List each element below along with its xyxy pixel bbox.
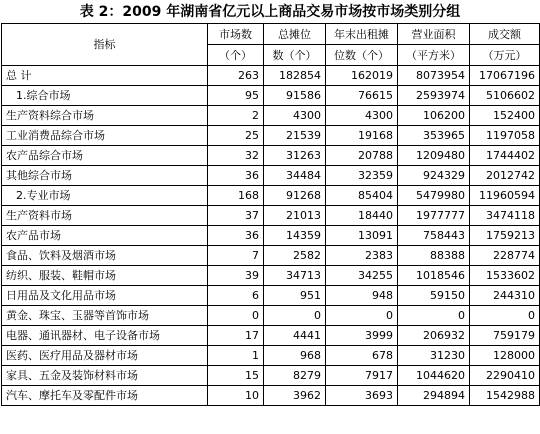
cell-business-area: 1044620 [398, 366, 470, 386]
row-label: 家具、五金及装饰材料市场 [2, 366, 208, 386]
table-row [2, 186, 540, 206]
cell-total-stalls: 968 [264, 346, 326, 366]
cell-turnover: 1759213 [470, 226, 540, 246]
table-row [2, 146, 540, 166]
header-turnover: 成交额 [470, 24, 540, 45]
cell-business-area: 31230 [398, 346, 470, 366]
cell-market-count: 7 [208, 246, 264, 266]
header-market-count-unit: （个） [208, 45, 264, 66]
cell-rented-stalls: 3999 [326, 326, 398, 346]
cell-business-area: 8073954 [398, 66, 470, 86]
cell-total-stalls: 21013 [264, 206, 326, 226]
row-label: 2.专业市场 [2, 186, 208, 206]
cell-turnover: 228774 [470, 246, 540, 266]
cell-turnover: 2012742 [470, 166, 540, 186]
cell-rented-stalls: 19168 [326, 126, 398, 146]
cell-rented-stalls: 18440 [326, 206, 398, 226]
market-category-table [1, 23, 540, 406]
row-label: 食品、饮料及烟酒市场 [2, 246, 208, 266]
cell-rented-stalls: 20788 [326, 146, 398, 166]
cell-turnover: 5106602 [470, 86, 540, 106]
cell-market-count: 36 [208, 226, 264, 246]
cell-total-stalls: 4441 [264, 326, 326, 346]
cell-rented-stalls: 34255 [326, 266, 398, 286]
cell-business-area: 106200 [398, 106, 470, 126]
cell-market-count: 0 [208, 306, 264, 326]
cell-total-stalls: 3962 [264, 386, 326, 406]
table-row [2, 326, 540, 346]
row-label: 电器、通讯器材、电子设备市场 [2, 326, 208, 346]
row-label: 总 计 [2, 66, 208, 86]
row-label: 1.综合市场 [2, 86, 208, 106]
cell-market-count: 36 [208, 166, 264, 186]
table-row [2, 86, 540, 106]
cell-total-stalls: 21539 [264, 126, 326, 146]
cell-business-area: 924329 [398, 166, 470, 186]
cell-market-count: 10 [208, 386, 264, 406]
cell-rented-stalls: 0 [326, 306, 398, 326]
table-row [2, 66, 540, 86]
cell-business-area: 1018546 [398, 266, 470, 286]
table-title: 表 2：2009 年湖南省亿元以上商品交易市场按市场类别分组 [79, 4, 461, 20]
cell-turnover: 759179 [470, 326, 540, 346]
cell-rented-stalls: 85404 [326, 186, 398, 206]
cell-total-stalls: 4300 [264, 106, 326, 126]
cell-rented-stalls: 3693 [326, 386, 398, 406]
cell-market-count: 95 [208, 86, 264, 106]
row-label: 纺织、服装、鞋帽市场 [2, 266, 208, 286]
table-row [2, 306, 540, 326]
header-total-stalls-unit: 数（个） [264, 45, 326, 66]
cell-turnover: 1533602 [470, 266, 540, 286]
header-indicator: 指标 [2, 24, 208, 66]
table-row [2, 386, 540, 406]
cell-business-area: 1209480 [398, 146, 470, 166]
table-row [2, 286, 540, 306]
table-row [2, 166, 540, 186]
cell-business-area: 206932 [398, 326, 470, 346]
cell-business-area: 2593974 [398, 86, 470, 106]
cell-turnover: 2290410 [470, 366, 540, 386]
cell-turnover: 244310 [470, 286, 540, 306]
cell-rented-stalls: 948 [326, 286, 398, 306]
cell-business-area: 758443 [398, 226, 470, 246]
header-rented-stalls: 年末出租摊 [326, 24, 398, 45]
cell-business-area: 59150 [398, 286, 470, 306]
table-row [2, 106, 540, 126]
header-rented-stalls-unit: 位数（个） [326, 45, 398, 66]
row-label: 工业消费品综合市场 [2, 126, 208, 146]
table-row [2, 366, 540, 386]
cell-business-area: 1977777 [398, 206, 470, 226]
cell-business-area: 88388 [398, 246, 470, 266]
cell-rented-stalls: 2383 [326, 246, 398, 266]
cell-market-count: 2 [208, 106, 264, 126]
table-row [2, 246, 540, 266]
cell-market-count: 25 [208, 126, 264, 146]
cell-turnover: 11960594 [470, 186, 540, 206]
header-business-area-unit: （平方米） [398, 45, 470, 66]
row-label: 农产品综合市场 [2, 146, 208, 166]
row-label: 生产资料综合市场 [2, 106, 208, 126]
cell-total-stalls: 31263 [264, 146, 326, 166]
cell-business-area: 0 [398, 306, 470, 326]
table-row [2, 266, 540, 286]
cell-business-area: 5479980 [398, 186, 470, 206]
header-total-stalls: 总摊位 [264, 24, 326, 45]
cell-turnover: 17067196 [470, 66, 540, 86]
row-label: 黄金、珠宝、玉器等首饰市场 [2, 306, 208, 326]
cell-business-area: 294894 [398, 386, 470, 406]
header-business-area: 营业面积 [398, 24, 470, 45]
header-market-count: 市场数 [208, 24, 264, 45]
cell-turnover: 0 [470, 306, 540, 326]
row-label: 日用品及文化用品市场 [2, 286, 208, 306]
row-label: 其他综合市场 [2, 166, 208, 186]
cell-business-area: 353965 [398, 126, 470, 146]
cell-total-stalls: 34713 [264, 266, 326, 286]
table-row [2, 126, 540, 146]
cell-total-stalls: 14359 [264, 226, 326, 246]
cell-market-count: 39 [208, 266, 264, 286]
cell-turnover: 3474118 [470, 206, 540, 226]
table-row [2, 346, 540, 366]
cell-rented-stalls: 678 [326, 346, 398, 366]
cell-rented-stalls: 7917 [326, 366, 398, 386]
cell-rented-stalls: 76615 [326, 86, 398, 106]
cell-total-stalls: 91268 [264, 186, 326, 206]
table-row [2, 206, 540, 226]
cell-market-count: 6 [208, 286, 264, 306]
cell-market-count: 168 [208, 186, 264, 206]
cell-market-count: 1 [208, 346, 264, 366]
cell-rented-stalls: 13091 [326, 226, 398, 246]
row-label: 医药、医疗用品及器材市场 [2, 346, 208, 366]
row-label: 汽车、摩托车及零配件市场 [2, 386, 208, 406]
cell-total-stalls: 2582 [264, 246, 326, 266]
cell-total-stalls: 34484 [264, 166, 326, 186]
cell-turnover: 152400 [470, 106, 540, 126]
cell-market-count: 32 [208, 146, 264, 166]
table-row [2, 226, 540, 246]
row-label: 生产资料市场 [2, 206, 208, 226]
cell-turnover: 128000 [470, 346, 540, 366]
cell-total-stalls: 8279 [264, 366, 326, 386]
cell-turnover: 1197058 [470, 126, 540, 146]
cell-turnover: 1542988 [470, 386, 540, 406]
cell-rented-stalls: 4300 [326, 106, 398, 126]
table-body [2, 66, 540, 406]
row-label: 农产品市场 [2, 226, 208, 246]
cell-market-count: 15 [208, 366, 264, 386]
cell-total-stalls: 182854 [264, 66, 326, 86]
cell-rented-stalls: 32359 [326, 166, 398, 186]
cell-rented-stalls: 162019 [326, 66, 398, 86]
cell-total-stalls: 951 [264, 286, 326, 306]
cell-total-stalls: 91586 [264, 86, 326, 106]
header-turnover-unit: （万元） [470, 45, 540, 66]
header-row [2, 24, 540, 45]
cell-market-count: 37 [208, 206, 264, 226]
cell-total-stalls: 0 [264, 306, 326, 326]
cell-market-count: 17 [208, 326, 264, 346]
cell-turnover: 1744402 [470, 146, 540, 166]
cell-market-count: 263 [208, 66, 264, 86]
